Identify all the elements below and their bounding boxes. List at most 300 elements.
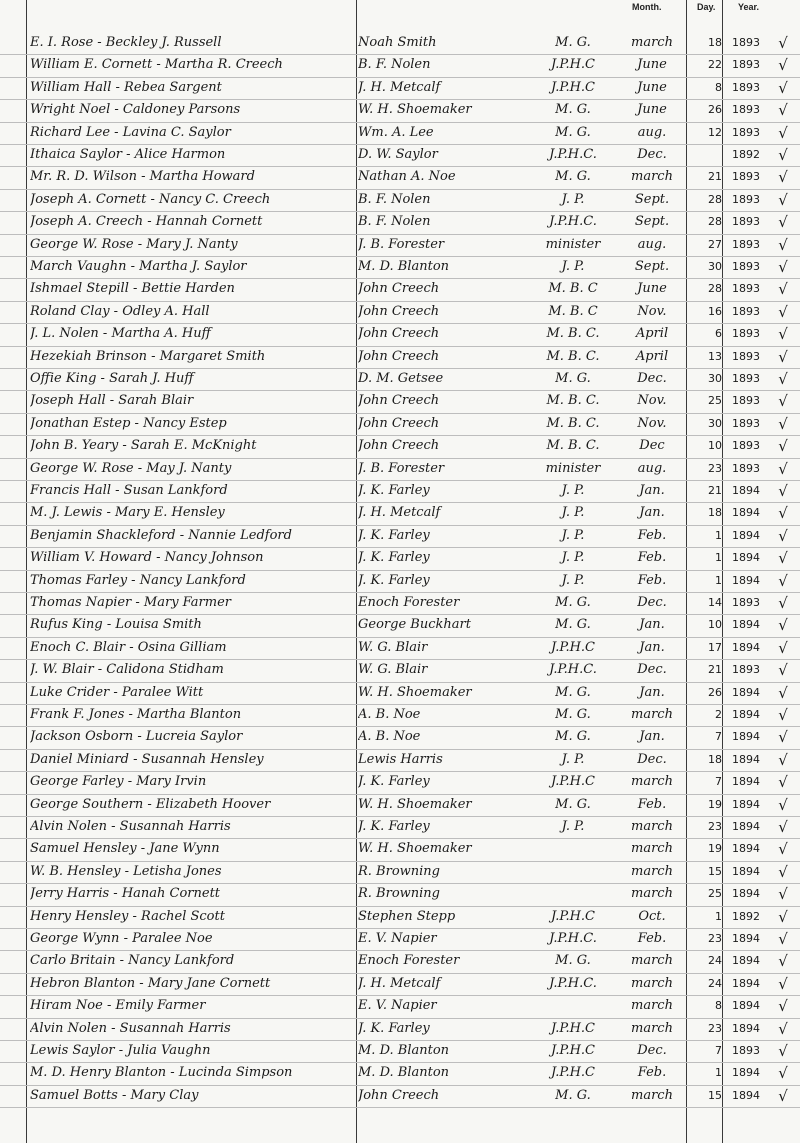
header-day: Day. bbox=[697, 2, 716, 12]
year-cell: 1893 bbox=[732, 125, 760, 139]
month-cell: Nov. bbox=[637, 393, 667, 409]
officiant-cell: W. H. Shoemaker bbox=[358, 684, 472, 700]
day-cell: 30 bbox=[708, 260, 722, 273]
table-row bbox=[0, 166, 800, 189]
names-cell: Ithaica Saylor - Alice Harmon bbox=[30, 147, 226, 162]
title-cell: J. P. bbox=[561, 259, 585, 274]
month-cell: Feb. bbox=[637, 572, 667, 588]
title-cell: M. B. C. bbox=[546, 415, 600, 431]
month-cell: Oct. bbox=[638, 908, 666, 924]
month-cell: April bbox=[635, 326, 669, 342]
check-mark: √ bbox=[778, 258, 788, 276]
title-cell: M. G. bbox=[555, 729, 591, 745]
table-row bbox=[0, 32, 800, 55]
check-mark: √ bbox=[778, 34, 788, 52]
table-row bbox=[0, 614, 800, 637]
check-mark: √ bbox=[778, 728, 788, 747]
month-cell: Jan. bbox=[639, 483, 665, 498]
month-cell: Feb. bbox=[637, 527, 667, 543]
names-cell: Alvin Nolen - Susannah Harris bbox=[30, 1020, 231, 1036]
officiant-cell: M. D. Blanton bbox=[358, 1065, 450, 1081]
year-cell: 1894 bbox=[732, 551, 760, 565]
year-cell: 1894 bbox=[732, 573, 760, 587]
month-cell: march bbox=[631, 953, 673, 969]
title-cell: M. G. bbox=[555, 617, 591, 633]
table-row bbox=[0, 749, 800, 772]
names-cell: M. J. Lewis - Mary E. Hensley bbox=[30, 505, 225, 521]
title-cell: J. P. bbox=[561, 819, 585, 834]
check-mark: √ bbox=[778, 1064, 788, 1083]
officiant-cell: D. M. Getsee bbox=[358, 371, 444, 386]
year-cell: 1893 bbox=[732, 439, 760, 453]
names-cell: Jonathan Estep - Nancy Estep bbox=[30, 415, 227, 431]
month-cell: June bbox=[637, 102, 667, 118]
table-row bbox=[0, 1085, 800, 1108]
officiant-cell: B. F. Nolen bbox=[358, 214, 431, 230]
table-row bbox=[0, 54, 800, 77]
month-cell: Feb. bbox=[637, 550, 667, 566]
names-cell: Frank F. Jones - Martha Blanton bbox=[30, 707, 242, 722]
day-cell: 25 bbox=[708, 887, 722, 901]
day-cell: 23 bbox=[708, 461, 722, 475]
title-cell: M. B. C bbox=[548, 303, 598, 319]
title-cell: M. G. bbox=[555, 953, 591, 969]
month-cell: Sept. bbox=[634, 214, 670, 230]
table-row bbox=[0, 99, 800, 122]
year-cell: 1893 bbox=[732, 36, 760, 49]
names-cell: George W. Rose - Mary J. Nanty bbox=[30, 236, 238, 252]
month-cell: Feb. bbox=[637, 796, 667, 812]
month-cell: march bbox=[631, 774, 673, 790]
officiant-cell: R. Browning bbox=[358, 863, 440, 879]
day-cell: 21 bbox=[708, 484, 722, 497]
month-cell: Jan. bbox=[639, 505, 665, 521]
day-cell: 21 bbox=[708, 170, 722, 184]
day-cell: 19 bbox=[708, 797, 722, 811]
table-row bbox=[0, 435, 800, 458]
title-cell: J. P. bbox=[561, 191, 585, 207]
month-cell: march bbox=[631, 998, 673, 1014]
officiant-cell: A. B. Noe bbox=[358, 729, 421, 745]
table-row bbox=[0, 525, 800, 548]
month-cell: Jan. bbox=[639, 729, 665, 745]
month-cell: Feb. bbox=[637, 931, 667, 946]
officiant-cell: J. K. Farley bbox=[358, 550, 430, 566]
names-cell: E. I. Rose - Beckley J. Russell bbox=[30, 35, 222, 50]
title-cell: minister bbox=[545, 460, 601, 476]
names-cell: Hebron Blanton - Mary Jane Cornett bbox=[30, 975, 271, 991]
year-cell: 1893 bbox=[732, 260, 760, 273]
day-cell: 26 bbox=[708, 103, 722, 117]
table-row bbox=[0, 278, 800, 301]
table-row bbox=[0, 906, 800, 929]
officiant-cell: J. K. Farley bbox=[358, 572, 430, 588]
officiant-cell: John Creech bbox=[358, 1087, 440, 1103]
month-cell: aug. bbox=[637, 460, 667, 476]
day-cell: 1 bbox=[715, 551, 722, 565]
year-cell: 1893 bbox=[732, 170, 760, 184]
day-cell: 10 bbox=[708, 439, 722, 453]
names-cell: George Wynn - Paralee Noe bbox=[30, 931, 213, 946]
month-cell: Jan. bbox=[639, 684, 665, 700]
officiant-cell: W. H. Shoemaker bbox=[358, 102, 472, 118]
names-cell: Henry Hensley - Rachel Scott bbox=[30, 908, 225, 924]
header-year: Year. bbox=[738, 2, 760, 12]
title-cell: J.P.H.C bbox=[551, 1065, 595, 1081]
day-cell: 16 bbox=[708, 304, 722, 318]
check-mark: √ bbox=[778, 168, 788, 187]
table-row bbox=[0, 502, 800, 525]
names-cell: George Southern - Elizabeth Hoover bbox=[30, 796, 271, 812]
year-cell: 1893 bbox=[732, 103, 760, 117]
check-mark: √ bbox=[778, 661, 788, 680]
day-cell: 14 bbox=[708, 596, 722, 609]
month-cell: march bbox=[631, 169, 673, 185]
month-cell: Jan. bbox=[639, 639, 665, 655]
names-cell: Enoch C. Blair - Osina Gilliam bbox=[30, 639, 227, 655]
year-cell: 1893 bbox=[732, 349, 760, 363]
officiant-cell: W. G. Blair bbox=[358, 662, 428, 678]
names-cell: Thomas Napier - Mary Farmer bbox=[30, 595, 232, 610]
table-row bbox=[0, 928, 800, 951]
month-cell: aug. bbox=[637, 236, 667, 252]
officiant-cell: J. K. Farley bbox=[358, 527, 430, 543]
check-mark: √ bbox=[778, 504, 788, 523]
names-cell: Mr. R. D. Wilson - Martha Howard bbox=[30, 169, 255, 185]
day-cell: 7 bbox=[715, 730, 722, 744]
year-cell: 1892 bbox=[732, 909, 760, 923]
names-cell: John B. Yeary - Sarah E. McKnight bbox=[30, 438, 257, 454]
check-mark: √ bbox=[778, 325, 788, 344]
officiant-cell: W. G. Blair bbox=[358, 639, 428, 655]
day-cell: 28 bbox=[708, 192, 722, 206]
month-cell: June bbox=[637, 79, 667, 95]
day-cell: 8 bbox=[715, 80, 722, 94]
names-cell: Jackson Osborn - Lucreia Saylor bbox=[30, 729, 243, 745]
names-cell: March Vaughn - Martha J. Saylor bbox=[30, 259, 247, 274]
title-cell: J. P. bbox=[561, 483, 585, 498]
names-cell: Thomas Farley - Nancy Lankford bbox=[30, 572, 246, 588]
month-cell: Dec. bbox=[637, 147, 667, 162]
year-cell: 1894 bbox=[732, 528, 760, 542]
year-cell: 1894 bbox=[732, 842, 760, 856]
year-cell: 1893 bbox=[732, 372, 760, 385]
title-cell: J. P. bbox=[561, 751, 585, 767]
check-mark: √ bbox=[778, 773, 788, 792]
officiant-cell: B. F. Nolen bbox=[358, 191, 431, 207]
names-cell: Offie King - Sarah J. Huff bbox=[30, 371, 194, 386]
title-cell: M. G. bbox=[555, 684, 591, 700]
check-mark: √ bbox=[778, 571, 788, 590]
check-mark: √ bbox=[778, 683, 788, 702]
year-cell: 1894 bbox=[732, 484, 760, 497]
year-cell: 1893 bbox=[732, 304, 760, 318]
year-cell: 1893 bbox=[732, 416, 760, 430]
month-cell: march bbox=[631, 1087, 673, 1103]
check-mark: √ bbox=[778, 78, 788, 97]
month-cell: Sept. bbox=[634, 259, 670, 274]
table-row bbox=[0, 704, 800, 727]
officiant-cell: J. B. Forester bbox=[358, 236, 445, 252]
table-row bbox=[0, 368, 800, 391]
year-cell: 1894 bbox=[732, 999, 760, 1013]
check-mark: √ bbox=[778, 370, 788, 388]
year-cell: 1893 bbox=[732, 461, 760, 475]
day-cell: 18 bbox=[708, 36, 722, 49]
title-cell: J.P.H.C bbox=[551, 79, 595, 95]
title-cell: M. B. C. bbox=[546, 326, 600, 342]
title-cell: M. G. bbox=[555, 124, 591, 140]
year-cell: 1894 bbox=[732, 820, 760, 833]
day-cell: 30 bbox=[708, 416, 722, 430]
table-row bbox=[0, 1018, 800, 1041]
title-cell: J.P.H.C. bbox=[549, 662, 597, 678]
year-cell: 1894 bbox=[732, 708, 760, 721]
table-row bbox=[0, 861, 800, 884]
day-cell: 15 bbox=[708, 1088, 722, 1102]
check-mark: √ bbox=[778, 1086, 788, 1105]
day-cell: 1 bbox=[715, 909, 722, 923]
year-cell: 1894 bbox=[732, 1066, 760, 1080]
month-cell: Dec. bbox=[637, 371, 667, 386]
officiant-cell: Noah Smith bbox=[358, 35, 437, 50]
day-cell: 22 bbox=[708, 58, 722, 72]
day-cell: 15 bbox=[708, 864, 722, 878]
year-cell: 1894 bbox=[732, 1088, 760, 1102]
table-row bbox=[0, 458, 800, 481]
day-cell: 1 bbox=[715, 573, 722, 587]
year-cell: 1894 bbox=[732, 752, 760, 766]
names-cell: William V. Howard - Nancy Johnson bbox=[30, 550, 264, 566]
officiant-cell: John Creech bbox=[358, 393, 440, 409]
month-cell: April bbox=[635, 348, 669, 364]
names-cell: Hiram Noe - Emily Farmer bbox=[30, 998, 206, 1014]
table-row bbox=[0, 346, 800, 369]
officiant-cell: M. D. Blanton bbox=[358, 1043, 450, 1058]
table-row bbox=[0, 1062, 800, 1085]
day-cell: 26 bbox=[708, 685, 722, 699]
officiant-cell: J. H. Metcalf bbox=[358, 505, 441, 521]
check-mark: √ bbox=[778, 459, 788, 478]
check-mark: √ bbox=[778, 616, 788, 635]
day-cell: 28 bbox=[708, 215, 722, 229]
year-cell: 1893 bbox=[732, 192, 760, 206]
title-cell: J.P.H.C bbox=[551, 1020, 595, 1036]
day-cell: 19 bbox=[708, 842, 722, 856]
header-month: Month. bbox=[632, 2, 662, 12]
table-row bbox=[0, 682, 800, 705]
table-row bbox=[0, 144, 800, 167]
title-cell: M. G. bbox=[555, 102, 591, 118]
table-row bbox=[0, 323, 800, 346]
table-row bbox=[0, 637, 800, 660]
officiant-cell: E. V. Napier bbox=[358, 931, 437, 946]
names-cell: William Hall - Rebea Sargent bbox=[30, 79, 222, 95]
title-cell: M. G. bbox=[555, 796, 591, 812]
year-cell: 1893 bbox=[732, 596, 760, 609]
month-cell: Dec. bbox=[637, 751, 667, 767]
officiant-cell: J. K. Farley bbox=[358, 819, 430, 834]
check-mark: √ bbox=[778, 302, 788, 321]
names-cell: Samuel Botts - Mary Clay bbox=[30, 1087, 199, 1103]
title-cell: J.P.H.C. bbox=[549, 975, 597, 991]
month-cell: march bbox=[631, 886, 673, 902]
title-cell: M. B. C. bbox=[546, 438, 600, 454]
day-cell: 30 bbox=[708, 372, 722, 385]
month-cell: Dec. bbox=[637, 662, 667, 678]
year-cell: 1894 bbox=[732, 775, 760, 789]
check-mark: √ bbox=[778, 146, 788, 164]
year-cell: 1893 bbox=[732, 1044, 760, 1057]
year-cell: 1893 bbox=[732, 237, 760, 251]
names-cell: Jerry Harris - Hanah Cornett bbox=[30, 886, 221, 902]
table-row bbox=[0, 771, 800, 794]
title-cell: M. B. C bbox=[548, 281, 598, 297]
officiant-cell: Lewis Harris bbox=[358, 751, 443, 767]
check-mark: √ bbox=[778, 818, 788, 836]
names-cell: Luke Crider - Paralee Witt bbox=[30, 684, 204, 700]
names-cell: George Farley - Mary Irvin bbox=[30, 774, 207, 790]
title-cell: J.P.H.C. bbox=[549, 931, 597, 946]
day-cell: 18 bbox=[708, 506, 722, 520]
officiant-cell: John Creech bbox=[358, 281, 440, 297]
check-mark: √ bbox=[778, 952, 788, 971]
check-mark: √ bbox=[778, 123, 788, 142]
table-row bbox=[0, 77, 800, 100]
names-cell: Rufus King - Louisa Smith bbox=[30, 617, 202, 633]
day-cell: 24 bbox=[708, 954, 722, 968]
title-cell: J. P. bbox=[561, 550, 585, 566]
check-mark: √ bbox=[778, 594, 788, 612]
table-row bbox=[0, 547, 800, 570]
day-cell: 21 bbox=[708, 663, 722, 677]
officiant-cell: Nathan A. Noe bbox=[358, 169, 456, 185]
check-mark: √ bbox=[778, 750, 788, 769]
table-row bbox=[0, 995, 800, 1018]
title-cell: M. G. bbox=[555, 169, 591, 185]
year-cell: 1893 bbox=[732, 58, 760, 72]
officiant-cell: John Creech bbox=[358, 348, 440, 364]
check-mark: √ bbox=[778, 1042, 788, 1060]
check-mark: √ bbox=[778, 997, 788, 1016]
check-mark: √ bbox=[778, 974, 788, 993]
officiant-cell: M. D. Blanton bbox=[358, 259, 450, 274]
title-cell: J.P.H.C. bbox=[549, 147, 597, 162]
year-cell: 1894 bbox=[732, 685, 760, 699]
check-mark: √ bbox=[778, 862, 788, 881]
day-cell: 28 bbox=[708, 282, 722, 296]
officiant-cell: W. H. Shoemaker bbox=[358, 841, 472, 857]
check-mark: √ bbox=[778, 706, 788, 724]
day-cell: 18 bbox=[708, 752, 722, 766]
day-cell: 10 bbox=[708, 618, 722, 632]
table-row bbox=[0, 950, 800, 973]
check-mark: √ bbox=[778, 840, 788, 859]
title-cell: minister bbox=[545, 236, 601, 252]
title-cell: M. G. bbox=[555, 1087, 591, 1103]
officiant-cell: John Creech bbox=[358, 303, 440, 319]
names-cell: William E. Cornett - Martha R. Creech bbox=[30, 57, 283, 73]
names-cell: M. D. Henry Blanton - Lucinda Simpson bbox=[30, 1065, 293, 1081]
names-cell: Wright Noel - Caldoney Parsons bbox=[30, 102, 241, 118]
day-cell: 6 bbox=[715, 327, 722, 341]
officiant-cell: D. W. Saylor bbox=[358, 147, 438, 162]
names-cell: Roland Clay - Odley A. Hall bbox=[30, 303, 210, 319]
officiant-cell: John Creech bbox=[358, 415, 440, 431]
year-cell: 1893 bbox=[732, 394, 760, 408]
year-cell: 1894 bbox=[732, 954, 760, 968]
day-cell: 2 bbox=[715, 708, 722, 721]
day-cell: 25 bbox=[708, 394, 722, 408]
names-cell: Hezekiah Brinson - Margaret Smith bbox=[30, 348, 266, 364]
names-cell: Joseph A. Creech - Hannah Cornett bbox=[30, 214, 263, 230]
year-cell: 1894 bbox=[732, 976, 760, 990]
names-cell: Joseph Hall - Sarah Blair bbox=[30, 393, 194, 409]
month-cell: Dec. bbox=[637, 595, 667, 610]
check-mark: √ bbox=[778, 907, 788, 926]
table-row bbox=[0, 413, 800, 436]
officiant-cell: J. H. Metcalf bbox=[358, 79, 441, 95]
check-mark: √ bbox=[778, 235, 788, 254]
day-cell: 8 bbox=[715, 999, 722, 1013]
officiant-cell: A. B. Noe bbox=[358, 707, 421, 722]
check-mark: √ bbox=[778, 280, 788, 299]
month-cell: Sept. bbox=[634, 191, 670, 207]
check-mark: √ bbox=[778, 347, 788, 366]
officiant-cell: Enoch Forester bbox=[358, 595, 460, 610]
month-cell: march bbox=[631, 975, 673, 991]
title-cell: M. B. C. bbox=[546, 348, 600, 364]
month-cell: march bbox=[631, 863, 673, 879]
officiant-cell: J. B. Forester bbox=[358, 460, 445, 476]
month-cell: Nov. bbox=[637, 303, 667, 319]
month-cell: aug. bbox=[637, 124, 667, 140]
month-cell: Dec. bbox=[637, 1043, 667, 1058]
year-cell: 1893 bbox=[732, 663, 760, 677]
check-mark: √ bbox=[778, 56, 788, 75]
title-cell: M. B. C. bbox=[546, 393, 600, 409]
table-row bbox=[0, 838, 800, 861]
officiant-cell: E. V. Napier bbox=[358, 998, 437, 1014]
title-cell: J.P.H.C bbox=[551, 57, 595, 73]
month-cell: march bbox=[631, 707, 673, 722]
day-cell: 23 bbox=[708, 820, 722, 833]
month-cell: march bbox=[631, 819, 673, 834]
names-cell: Ishmael Stepill - Bettie Harden bbox=[30, 281, 235, 297]
day-cell: 27 bbox=[708, 237, 722, 251]
table-row bbox=[0, 211, 800, 234]
title-cell: J. P. bbox=[561, 572, 585, 588]
table-row bbox=[0, 570, 800, 593]
table-row bbox=[0, 390, 800, 413]
day-cell: 1 bbox=[715, 1066, 722, 1080]
names-cell: Samuel Hensley - Jane Wynn bbox=[30, 841, 220, 857]
table-row bbox=[0, 1040, 800, 1063]
year-cell: 1893 bbox=[732, 327, 760, 341]
column-header bbox=[0, 0, 800, 14]
table-row bbox=[0, 816, 800, 839]
year-cell: 1894 bbox=[732, 506, 760, 520]
year-cell: 1894 bbox=[732, 618, 760, 632]
table-row bbox=[0, 973, 800, 996]
day-cell: 13 bbox=[708, 349, 722, 363]
table-row bbox=[0, 794, 800, 817]
title-cell: M. G. bbox=[555, 707, 591, 722]
names-cell: Francis Hall - Susan Lankford bbox=[30, 483, 228, 498]
officiant-cell: John Creech bbox=[358, 438, 440, 454]
check-mark: √ bbox=[778, 213, 788, 232]
check-mark: √ bbox=[778, 414, 788, 433]
